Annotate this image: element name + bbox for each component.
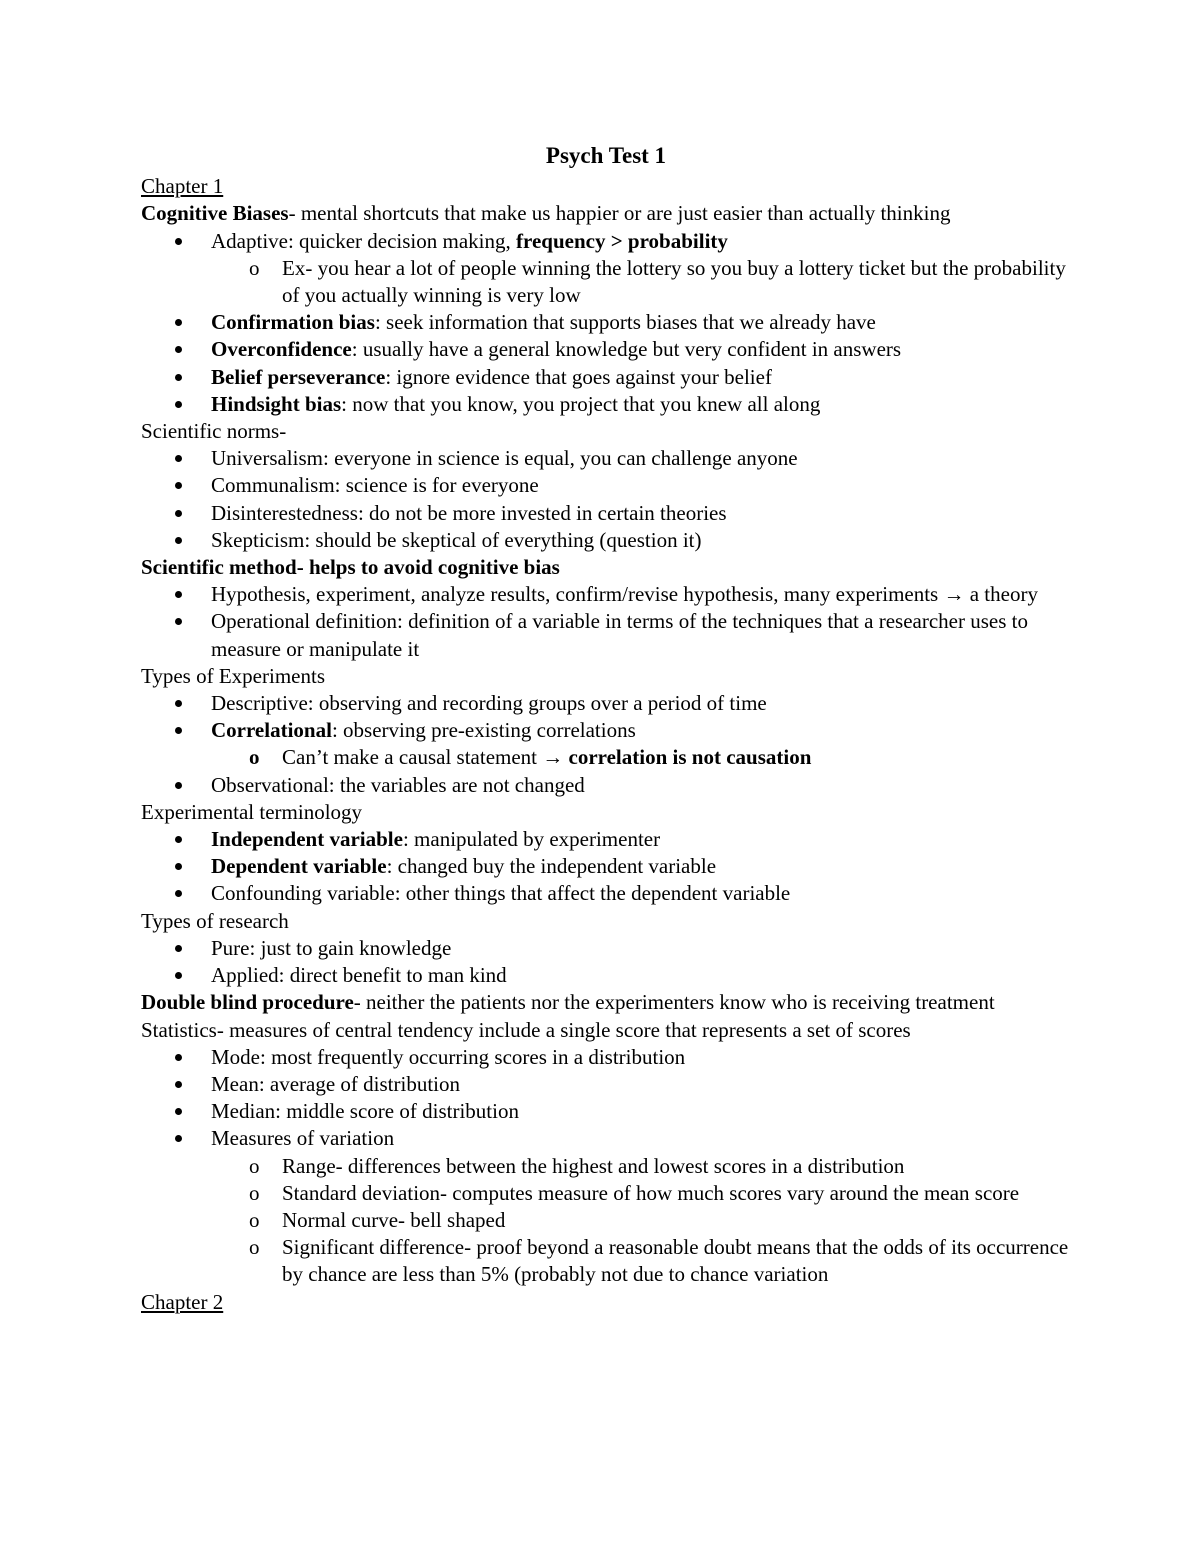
page-title: Psych Test 1 (545, 143, 667, 168)
correlational-def: : observing pre-existing correlations (331, 718, 636, 743)
bullet-icon (175, 319, 182, 326)
list-item-text: Mean: average of distribution (211, 1071, 461, 1096)
double-blind-term: Double blind procedure (141, 990, 354, 1015)
list-item (141, 445, 1071, 472)
list-subitem (141, 1153, 1071, 1180)
list-item (141, 364, 1071, 391)
bullet-icon (175, 537, 182, 544)
types-experiments-heading: Types of Experiments (141, 663, 325, 688)
list-subitem-text: Normal curve- bell shaped (282, 1207, 506, 1232)
bullet-icon (175, 1135, 182, 1142)
cognitive-biases-line (141, 200, 1071, 227)
circle-bullet-icon: o (249, 1207, 260, 1232)
bullet-icon (175, 836, 182, 843)
list-item-text: Median: middle score of distribution (211, 1099, 519, 1124)
list-item (141, 935, 1071, 962)
adaptive-bold: frequency > probability (516, 228, 728, 253)
list-item (141, 228, 1071, 255)
bias-def: : seek information that supports biases that we already have (374, 310, 876, 335)
circle-bullet-icon: o (249, 1180, 260, 1205)
bullet-icon (175, 510, 182, 517)
list-item (141, 608, 1071, 662)
statistics-heading: Statistics- measures of central tendency include a single score that represents a set of scores (141, 1017, 911, 1042)
iv-term: Independent variable (211, 827, 403, 852)
list-item (141, 853, 1071, 880)
dv-term: Dependent variable (211, 854, 387, 879)
list-item (141, 527, 1071, 554)
chapter-1-heading: Chapter 1 (141, 174, 224, 199)
list-subitem (141, 1207, 1071, 1234)
causal-bold: correlation is not causation (568, 745, 812, 770)
document-body (141, 142, 1071, 1316)
list-item (141, 717, 1071, 744)
list-item (141, 1098, 1071, 1125)
bias-def: : usually have a general knowledge but very confident in answers (351, 337, 902, 362)
list-item (141, 962, 1071, 989)
list-subitem (141, 744, 1071, 771)
bullet-icon (175, 1054, 182, 1061)
list-subitem (141, 1234, 1071, 1288)
double-blind-paragraph (141, 989, 1071, 1016)
bullet-icon (175, 238, 182, 245)
bullet-icon (175, 972, 182, 979)
adaptive-text: Adaptive: quicker decision making, (211, 228, 517, 253)
list-subitem (141, 1180, 1071, 1207)
list-subitem-text: Range- differences between the highest and lowest scores in a distribution (282, 1153, 905, 1178)
scientific-norms-heading: Scientific norms- (141, 419, 287, 444)
bullet-icon (175, 401, 182, 408)
circle-bullet-icon: o (249, 1153, 260, 1178)
bias-term: Hindsight bias (211, 391, 342, 416)
list-item-text: Confounding variable: other things that affect the dependent variable (211, 881, 791, 906)
bullet-icon (175, 727, 182, 734)
bullet-icon (175, 346, 182, 353)
bullet-icon (175, 618, 182, 625)
list-item-text: Observational: the variables are not changed (211, 772, 585, 797)
bullet-icon (175, 945, 182, 952)
scientific-method-heading: Scientific method- helps to avoid cognitive bias (141, 555, 560, 580)
list-item-text: Descriptive: observing and recording groups over a period of time (211, 691, 767, 716)
list-item (141, 391, 1071, 418)
bias-term: Belief perseverance (211, 364, 386, 389)
bullet-icon (175, 863, 182, 870)
list-item (141, 472, 1071, 499)
list-item (141, 880, 1071, 907)
list-item-text: Mode: most frequently occurring scores in a distribution (211, 1044, 686, 1069)
list-item (141, 336, 1071, 363)
list-item-text: Disinterestedness: do not be more invested in certain theories (211, 500, 727, 525)
bullet-icon (175, 890, 182, 897)
causal-text: Can’t make a causal statement → (282, 745, 569, 770)
list-item (141, 500, 1071, 527)
bias-term: Confirmation bias (211, 310, 375, 335)
double-blind-def: - neither the patients nor the experimenters know who is receiving treatment (353, 990, 995, 1015)
bias-def: : now that you know, you project that you knew all along (341, 391, 821, 416)
cognitive-biases-term: Cognitive Biases (141, 201, 289, 226)
list-item-text: Skepticism: should be skeptical of everything (question it) (211, 527, 702, 552)
bullet-icon (175, 374, 182, 381)
list-item (141, 772, 1071, 799)
example-text: Ex- you hear a lot of people winning the lottery so you buy a lottery ticket but the probability of you actually winning is very low (282, 255, 1066, 308)
list-item-text: Hypothesis, experiment, analyze results, confirm/revise hypothesis, many experiments → a theory (211, 582, 1038, 607)
list-item (141, 309, 1071, 336)
bullet-icon (175, 700, 182, 707)
bullet-icon (175, 1108, 182, 1115)
bullet-icon (175, 1081, 182, 1088)
list-item (141, 1044, 1071, 1071)
bias-def: : ignore evidence that goes against your belief (385, 364, 772, 389)
list-subitem-text: Standard deviation- computes measure of how much scores vary around the mean score (282, 1180, 1020, 1205)
bullet-icon (175, 591, 182, 598)
list-item-text: Applied: direct benefit to man kind (211, 963, 507, 988)
list-item (141, 690, 1071, 717)
bullet-icon (175, 455, 182, 462)
list-item-text: Measures of variation (211, 1126, 395, 1151)
bullet-icon (175, 782, 182, 789)
dv-def: : changed buy the independent variable (386, 854, 717, 879)
circle-bullet-icon: o (249, 745, 260, 770)
list-subitem (141, 255, 1071, 309)
list-item-text: Universalism: everyone in science is equal, you can challenge anyone (211, 446, 798, 471)
list-item-text: Pure: just to gain knowledge (211, 935, 452, 960)
experimental-terminology-heading: Experimental terminology (141, 799, 363, 824)
chapter-2-heading: Chapter 2 (141, 1289, 224, 1314)
list-item-text: Communalism: science is for everyone (211, 473, 539, 498)
list-item-text: Operational definition: definition of a variable in terms of the techniques that a researcher uses to measure or manipulate it (211, 609, 1028, 661)
correlational-term: Correlational (211, 718, 332, 743)
list-item (141, 1071, 1071, 1098)
list-item (141, 1125, 1071, 1152)
circle-bullet-icon: o (249, 1235, 260, 1260)
bias-term: Overconfidence (211, 337, 352, 362)
circle-bullet-icon: o (249, 255, 260, 280)
iv-def: : manipulated by experimenter (402, 827, 661, 852)
cognitive-biases-def: - mental shortcuts that make us happier or are just easier than actually thinking (288, 201, 951, 226)
list-subitem-text: Significant difference- proof beyond a reasonable doubt means that the odds of its occurrence by chance are less than 5% (probably not due to chance variation (282, 1235, 1069, 1287)
types-research-heading: Types of research (141, 908, 289, 933)
list-item (141, 581, 1071, 608)
list-item (141, 826, 1071, 853)
bullet-icon (175, 482, 182, 489)
